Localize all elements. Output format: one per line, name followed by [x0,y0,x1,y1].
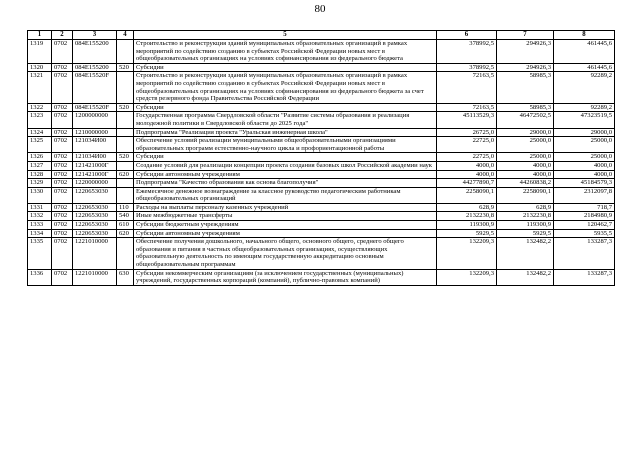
section-code-cell: 0702 [52,187,73,203]
expense-type-cell [117,238,134,269]
table-row [28,72,615,103]
row-number-cell: 1322 [28,103,52,112]
amount-year1-cell: 72163,5 [437,72,497,103]
amount-year2-cell: 25000,0 [497,153,554,162]
header-cell: 4 [117,31,134,40]
item-name-cell: Создание условий для реализации концепции проекта создания базовых школ Российской академии наук [134,161,437,170]
amount-year1-cell: 44277890,7 [437,179,497,188]
amount-year1-cell: 2132230,8 [437,212,497,221]
expense-type-cell [117,72,134,103]
header-cell: 6 [437,31,497,40]
table-row [28,238,615,269]
table-row [28,63,615,72]
expense-type-cell: 630 [117,269,134,285]
item-name-cell: Подпрограмма "Реализация проекта "Уральская инженерная школа" [134,128,437,137]
row-number-cell: 1334 [28,229,52,238]
table-body [28,40,615,286]
expense-type-cell [117,40,134,64]
page-number: 80 [314,3,326,15]
table-row [28,187,615,203]
amount-year1-cell: 378992,5 [437,63,497,72]
table-row [28,203,615,212]
amount-year2-cell: 119300,9 [497,221,554,230]
amount-year3-cell: 29000,0 [554,128,615,137]
row-number-cell: 1321 [28,72,52,103]
table-row [28,103,615,112]
amount-year3-cell: 2312097,8 [554,187,615,203]
row-number-cell: 1323 [28,112,52,128]
amount-year1-cell: 22725,0 [437,137,497,153]
section-code-cell: 0702 [52,161,73,170]
amount-year2-cell: 2258090,1 [497,187,554,203]
amount-year1-cell: 5929,5 [437,229,497,238]
amount-year1-cell: 22725,0 [437,153,497,162]
amount-year2-cell: 4000,0 [497,170,554,179]
amount-year3-cell: 25000,0 [554,137,615,153]
target-item-code-cell: 121421000Г [73,170,117,179]
amount-year1-cell: 26725,0 [437,128,497,137]
amount-year3-cell: 92289,2 [554,72,615,103]
amount-year1-cell: 45113529,3 [437,112,497,128]
amount-year2-cell: 294926,3 [497,63,554,72]
table-row [28,153,615,162]
header-cell: 2 [52,31,73,40]
row-number-cell: 1319 [28,40,52,64]
header-cell: 1 [28,31,52,40]
item-name-cell: Субсидии бюджетным учреждениям [134,221,437,230]
amount-year3-cell: 120462,7 [554,221,615,230]
item-name-cell: Субсидии некоммерческим организациям (за исключением государственных (муниципальных) учреждений, государственных корпораций (компаний), публично-правовых компаний) [134,269,437,285]
amount-year2-cell: 44260838,2 [497,179,554,188]
table-row [28,221,615,230]
amount-year1-cell: 132209,3 [437,238,497,269]
amount-year3-cell: 47323519,5 [554,112,615,128]
amount-year1-cell: 119300,9 [437,221,497,230]
row-number-cell: 1331 [28,203,52,212]
target-item-code-cell: 121421000Г [73,161,117,170]
row-number-cell: 1327 [28,161,52,170]
target-item-code-cell: 1220000000 [73,179,117,188]
section-code-cell: 0702 [52,170,73,179]
target-item-code-cell: 084E15520F [73,103,117,112]
amount-year3-cell: 4000,0 [554,170,615,179]
amount-year2-cell: 29000,0 [497,128,554,137]
section-code-cell: 0702 [52,203,73,212]
target-item-code-cell: 1220653030 [73,203,117,212]
row-number-cell: 1324 [28,128,52,137]
section-code-cell: 0702 [52,112,73,128]
amount-year3-cell: 92289,2 [554,103,615,112]
header-cell: 8 [554,31,615,40]
target-item-code-cell: 1220653030 [73,221,117,230]
amount-year3-cell: 718,7 [554,203,615,212]
target-item-code-cell: 1220653030 [73,229,117,238]
table-row [28,269,615,285]
target-item-code-cell: 1220653030 [73,187,117,203]
expense-type-cell: 520 [117,63,134,72]
amount-year2-cell: 132482,2 [497,238,554,269]
budget-table [27,30,615,286]
section-code-cell: 0702 [52,72,73,103]
row-number-cell: 1332 [28,212,52,221]
table-row [28,229,615,238]
table-header-row [28,31,615,40]
item-name-cell: Субсидии автономным учреждениям [134,229,437,238]
item-name-cell: Государственная программа Свердловской области "Развитие системы образования и реализация молодежной политики в Свердловской области до 2025 года" [134,112,437,128]
section-code-cell: 0702 [52,153,73,162]
item-name-cell: Иные межбюджетные трансферты [134,212,437,221]
table-row [28,128,615,137]
table-row [28,161,615,170]
amount-year2-cell: 5929,5 [497,229,554,238]
amount-year1-cell: 2258090,1 [437,187,497,203]
section-code-cell: 0702 [52,229,73,238]
amount-year3-cell: 2184980,9 [554,212,615,221]
amount-year1-cell: 132209,3 [437,269,497,285]
expense-type-cell: 610 [117,221,134,230]
amount-year1-cell: 378992,5 [437,40,497,64]
amount-year2-cell: 25000,0 [497,137,554,153]
table-row [28,179,615,188]
amount-year1-cell: 72163,5 [437,103,497,112]
amount-year2-cell: 58985,3 [497,72,554,103]
amount-year2-cell: 4000,0 [497,161,554,170]
amount-year2-cell: 628,9 [497,203,554,212]
row-number-cell: 1325 [28,137,52,153]
target-item-code-cell: 121034И00 [73,153,117,162]
item-name-cell: Подпрограмма "Качество образования как основа благополучия" [134,179,437,188]
table-row [28,112,615,128]
target-item-code-cell: 1221010000 [73,238,117,269]
row-number-cell: 1335 [28,238,52,269]
table-row [28,137,615,153]
section-code-cell: 0702 [52,179,73,188]
amount-year2-cell: 2132230,8 [497,212,554,221]
section-code-cell: 0702 [52,63,73,72]
section-code-cell: 0702 [52,269,73,285]
section-code-cell: 0702 [52,40,73,64]
item-name-cell: Строительство и реконструкция зданий муниципальных образовательных организаций в рамках мероприятий по содействию созданию в субъектах Российской Федерации новых мест в общеобразовательных организациях на условиях софинансирования из федерального бюджета за счет средств резервного фонда Правительства Российской Федерации [134,72,437,103]
item-name-cell: Обеспечение получения дошкольного, начального общего, основного общего, среднего общего образования и питания в частных общеобразовательных организациях, осуществляющих образовательную деятельность по имеющим государственную аккредитацию основным общеобразовательным программам [134,238,437,269]
section-code-cell: 0702 [52,103,73,112]
row-number-cell: 1326 [28,153,52,162]
item-name-cell: Ежемесячное денежное вознаграждение за классное руководство педагогическим работникам общеобразовательных организаций [134,187,437,203]
amount-year3-cell: 461445,6 [554,40,615,64]
target-item-code-cell: 1220653030 [73,212,117,221]
item-name-cell: Субсидии [134,63,437,72]
expense-type-cell: 540 [117,212,134,221]
expense-type-cell [117,187,134,203]
target-item-code-cell: 1200000000 [73,112,117,128]
amount-year2-cell: 58985,3 [497,103,554,112]
expense-type-cell [117,161,134,170]
table-row [28,212,615,221]
expense-type-cell: 110 [117,203,134,212]
amount-year3-cell: 25000,0 [554,153,615,162]
row-number-cell: 1336 [28,269,52,285]
expense-type-cell [117,112,134,128]
amount-year3-cell: 461445,6 [554,63,615,72]
item-name-cell: Расходы на выплаты персоналу казенных учреждений [134,203,437,212]
expense-type-cell: 520 [117,153,134,162]
expense-type-cell [117,137,134,153]
item-name-cell: Субсидии [134,153,437,162]
target-item-code-cell: 084E15520F [73,72,117,103]
amount-year3-cell: 45184579,3 [554,179,615,188]
row-number-cell: 1328 [28,170,52,179]
section-code-cell: 0702 [52,238,73,269]
section-code-cell: 0702 [52,128,73,137]
expense-type-cell: 620 [117,229,134,238]
section-code-cell: 0702 [52,137,73,153]
item-name-cell: Субсидии автономным учреждениям [134,170,437,179]
section-code-cell: 0702 [52,221,73,230]
target-item-code-cell: 1210000000 [73,128,117,137]
table-row [28,170,615,179]
amount-year2-cell: 294926,3 [497,40,554,64]
header-cell: 5 [134,31,437,40]
row-number-cell: 1320 [28,63,52,72]
amount-year1-cell: 4000,0 [437,170,497,179]
target-item-code-cell: 121034И00 [73,137,117,153]
item-name-cell: Субсидии [134,103,437,112]
expense-type-cell [117,179,134,188]
item-name-cell: Обеспечение условий реализации муниципальными общеобразовательными организациями образовательных программ естественно-научного цикла и профориентационной работы [134,137,437,153]
amount-year1-cell: 628,9 [437,203,497,212]
target-item-code-cell: 1221010000 [73,269,117,285]
header-cell: 7 [497,31,554,40]
target-item-code-cell: 084E155200 [73,40,117,64]
row-number-cell: 1330 [28,187,52,203]
target-item-code-cell: 084E155200 [73,63,117,72]
amount-year3-cell: 133287,3 [554,269,615,285]
amount-year2-cell: 132482,2 [497,269,554,285]
amount-year3-cell: 5935,5 [554,229,615,238]
amount-year3-cell: 4000,0 [554,161,615,170]
expense-type-cell [117,128,134,137]
amount-year3-cell: 133287,3 [554,238,615,269]
section-code-cell: 0702 [52,212,73,221]
header-cell: 3 [73,31,117,40]
item-name-cell: Строительство и реконструкция зданий муниципальных образовательных организаций в рамках мероприятий по содействию созданию в субъектах Российской Федерации новых мест в общеобразовательных организациях на условиях софинансирования из федерального бюджета [134,40,437,64]
expense-type-cell: 520 [117,103,134,112]
amount-year1-cell: 4000,0 [437,161,497,170]
table-row [28,40,615,64]
amount-year2-cell: 46472502,5 [497,112,554,128]
row-number-cell: 1329 [28,179,52,188]
expense-type-cell: 620 [117,170,134,179]
row-number-cell: 1333 [28,221,52,230]
